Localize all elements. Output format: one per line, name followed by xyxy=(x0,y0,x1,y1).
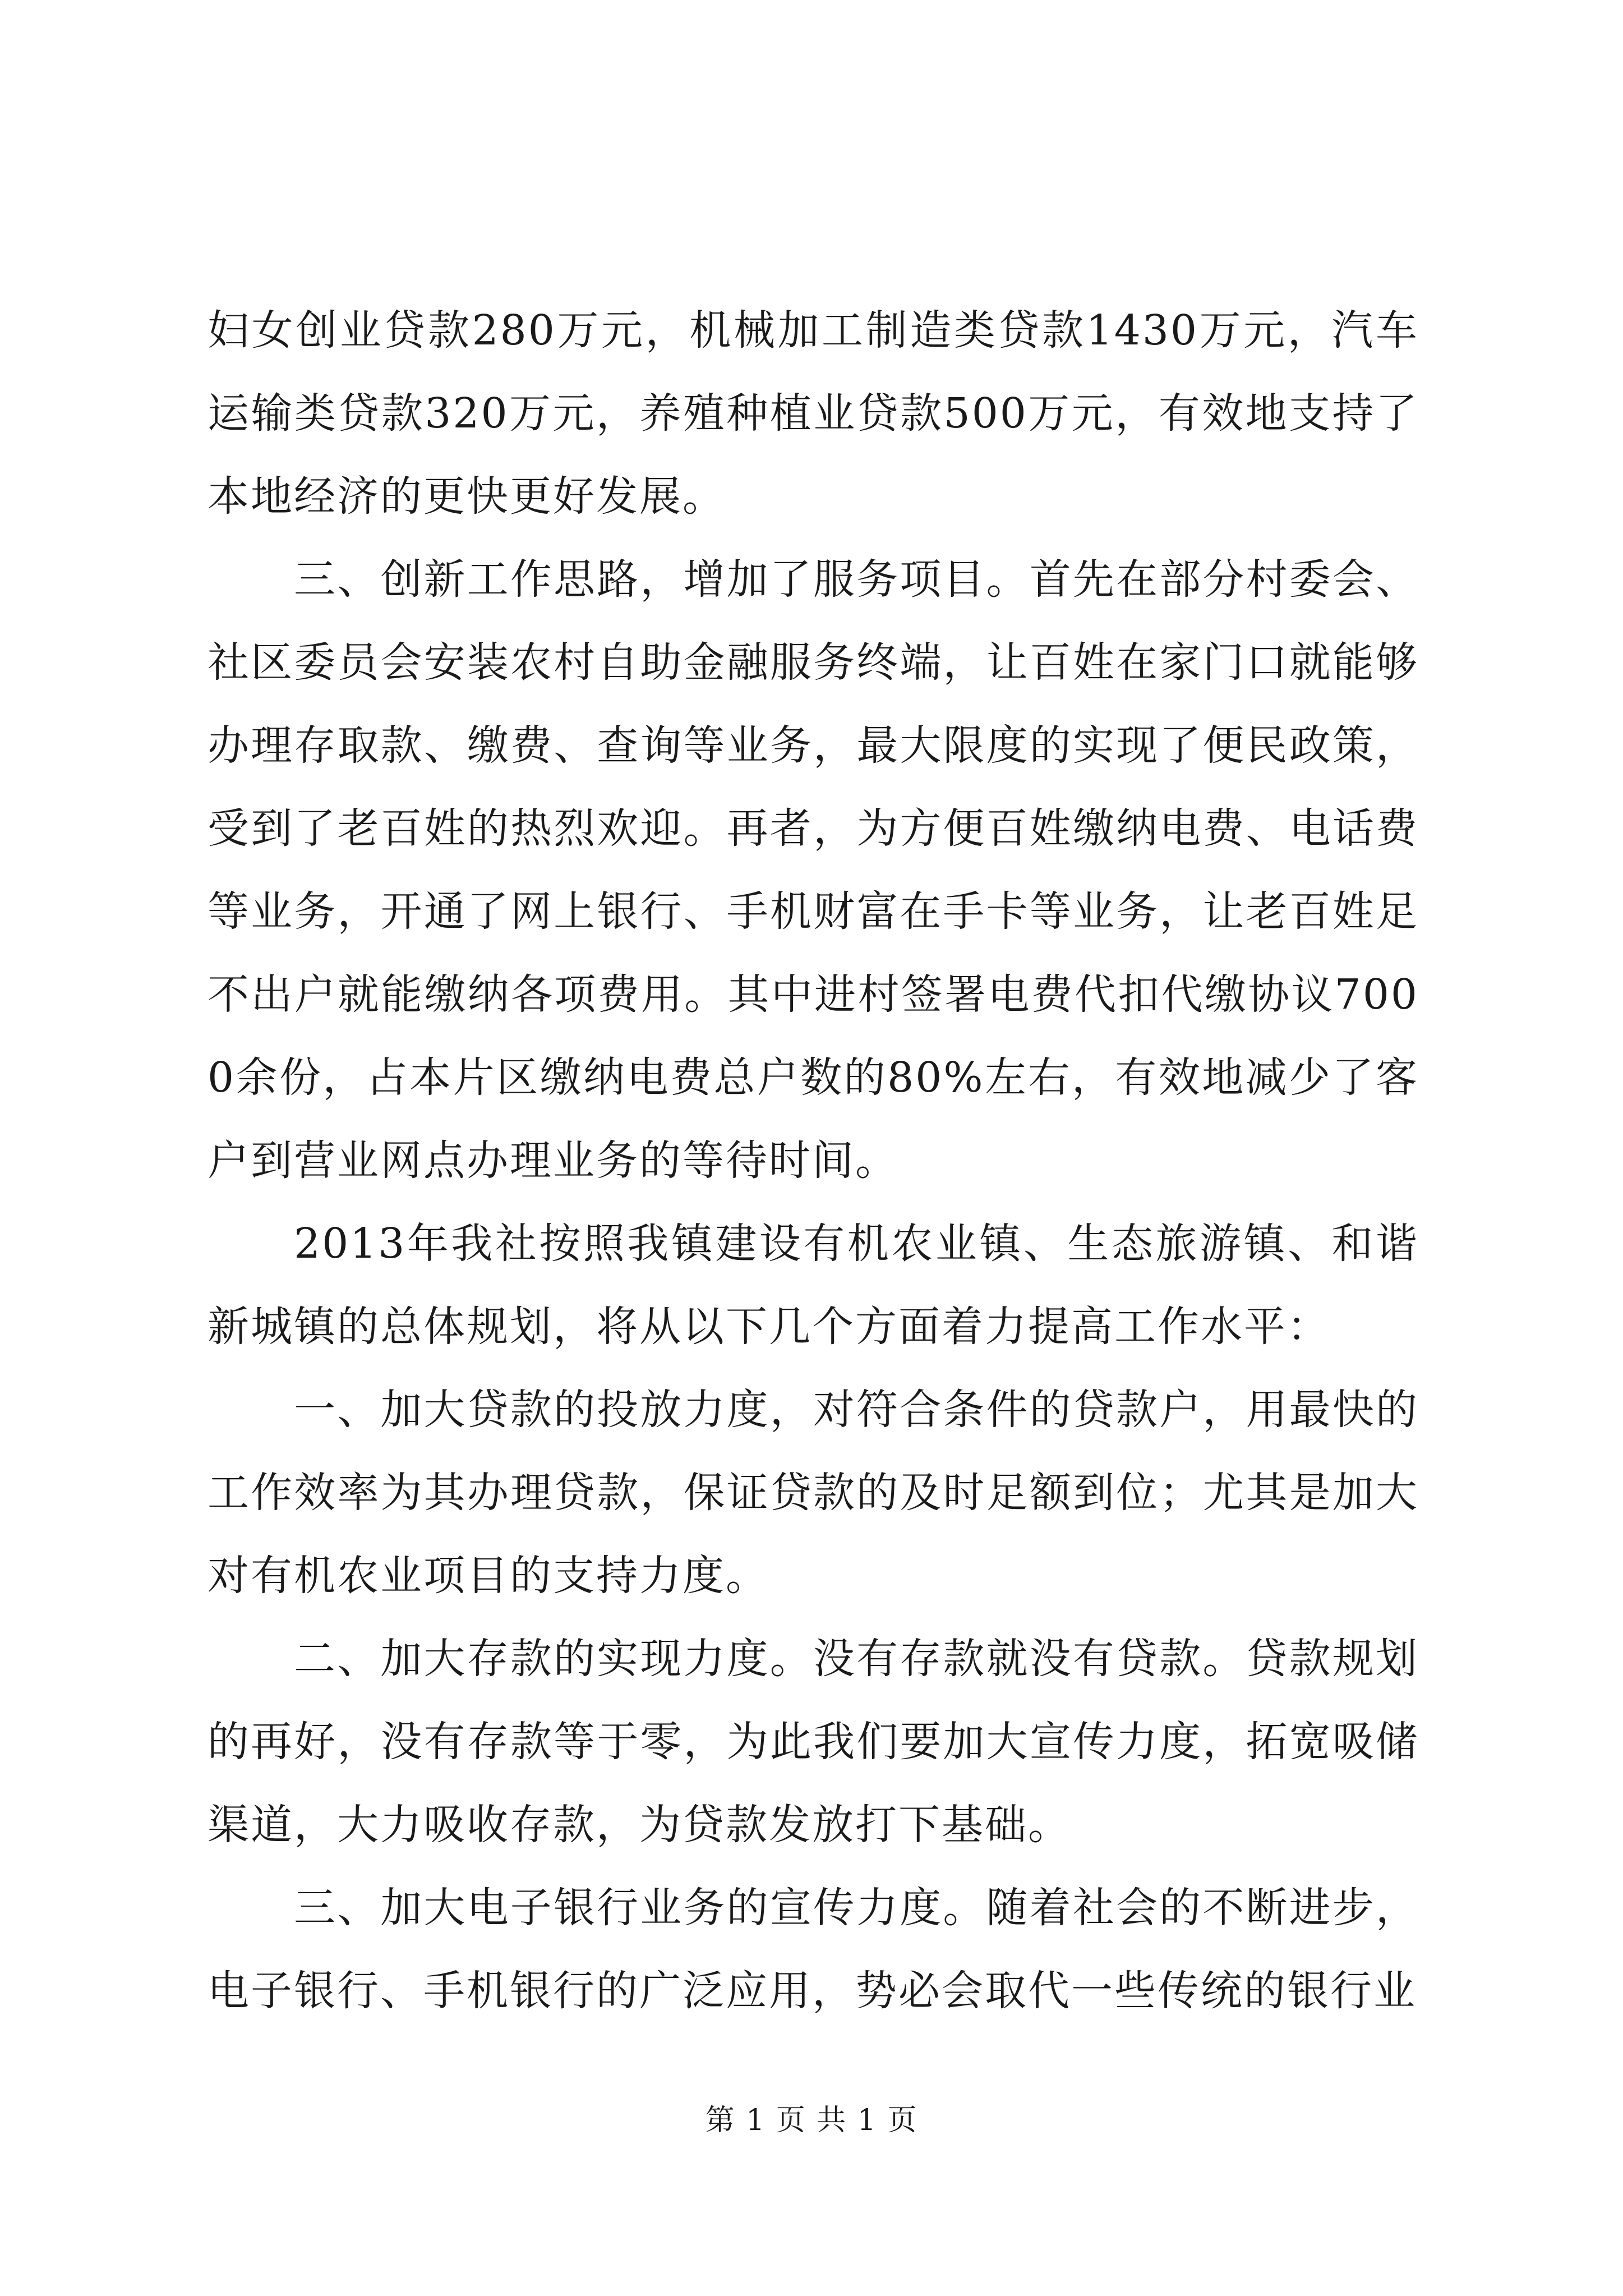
paragraph-5: 二、加大存款的实现力度。没有存款就没有贷款。贷款规划的再好，没有存款等于零，为此我们要加大宣传力度，拓宽吸储渠道，大力吸收存款，为贷款发放打下基础。 xyxy=(208,1635,1419,1849)
paragraph-4: 一、加大贷款的投放力度，对符合条件的贷款户，用最快的工作效率为其办理贷款，保证贷款的及时足额到位；尤其是加大对有机农业项目的支持力度。 xyxy=(208,1386,1419,1600)
paragraph-3: 2013年我社按照我镇建设有机农业镇、生态旅游镇、和谐新城镇的总体规划，将从以下几个方面着力提高工作水平： xyxy=(208,1220,1419,1351)
paragraph-2: 三、创新工作思路，增加了服务项目。首先在部分村委会、社区委员会安装农村自助金融服务终端，让百姓在家门口就能够办理存取款、缴费、查询等业务，最大限度的实现了便民政策，受到了老百姓的热烈欢迎。再者，为方便百姓缴纳电费、电话费等业务，开通了网上银行、手机财富在手卡等业务，让老百姓足不出户就能缴纳各项费用。其中进村签署电费代扣代缴协议7000余份，占本片区缴纳电费总户数的80%左右，有效地减少了客户到营业网点办理业务的等待时间。 xyxy=(208,555,1419,1185)
page-number-footer: 第 1 页 共 1 页 xyxy=(705,2104,918,2137)
paragraph-1: 妇女创业贷款280万元，机械加工制造类贷款1430万元，汽车运输类贷款320万元，养殖种植业贷款500万元，有效地支持了本地经济的更快更好发展。 xyxy=(208,306,1419,521)
paragraph-6: 三、加大电子银行业务的宣传力度。随着社会的不断进步，电子银行、手机银行的广泛应用，势必会取代一些传统的银行业 xyxy=(208,1884,1419,2015)
document-body xyxy=(208,289,1419,2032)
